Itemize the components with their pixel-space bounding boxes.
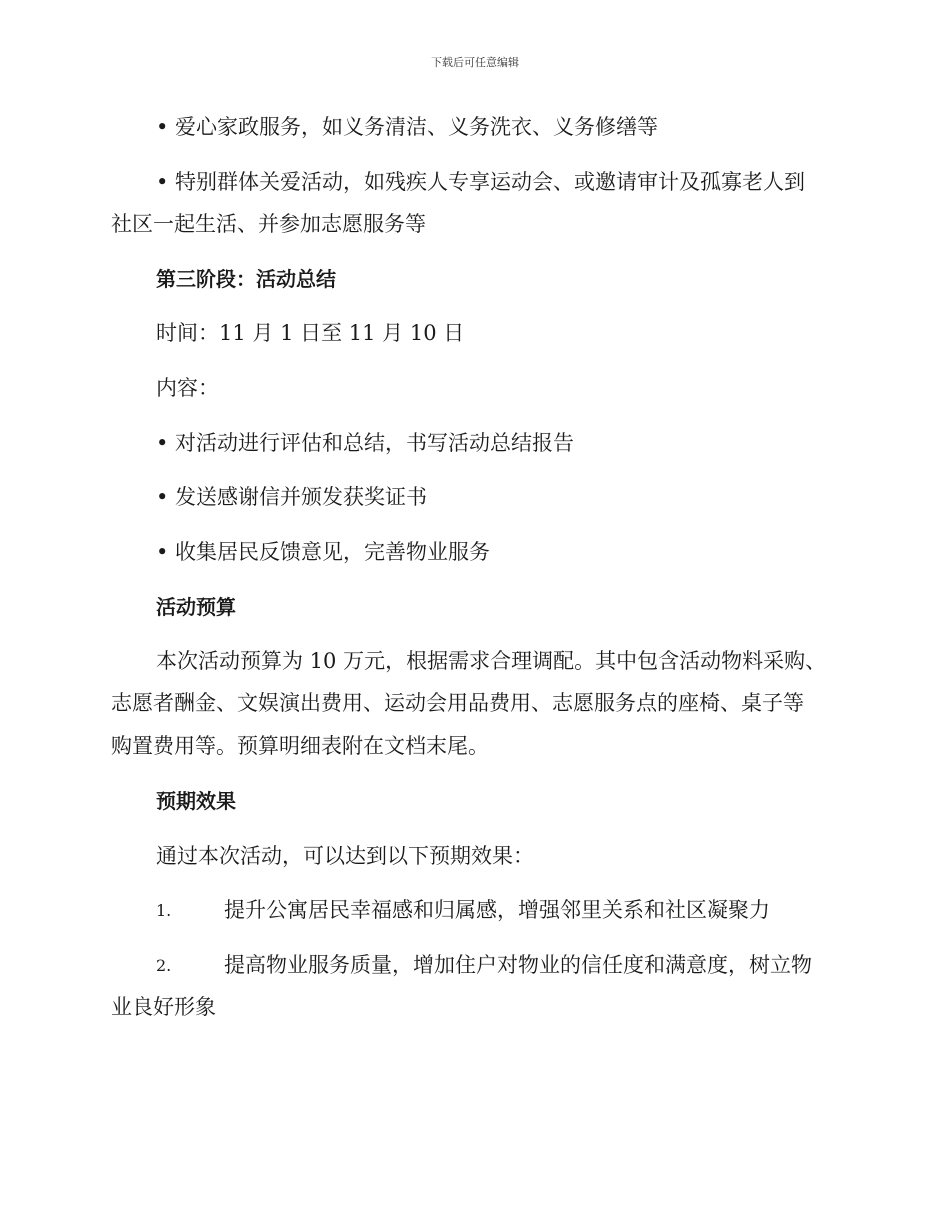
effect-intro: 通过本次活动，可以达到以下预期效果： — [156, 844, 534, 868]
effect-item-1-text: 提升公寓居民幸福感和归属感，增强邻里关系和社区凝聚力 — [224, 898, 770, 922]
effect-item-1-number: 1. — [156, 901, 172, 920]
stage3-content-label: 内容： — [156, 376, 219, 400]
budget-paragraph-line3: 购置费用等。预算明细表附在文档末尾。 — [111, 734, 489, 758]
stage3-bullet-evaluate: • 对活动进行评估和总结，书写活动总结报告 — [156, 431, 575, 455]
effect-heading: 预期效果 — [156, 789, 236, 813]
bullet-housekeeping-service: • 爱心家政服务，如义务清洁、义务洗衣、义务修缮等 — [156, 115, 659, 139]
stage3-bullet-feedback: • 收集居民反馈意见，完善物业服务 — [156, 540, 491, 564]
page-header: 下载后可任意编辑 — [431, 56, 519, 69]
effect-item-2-number: 2. — [156, 956, 172, 975]
bullet-special-group-care-line2: 社区一起生活、并参加志愿服务等 — [111, 212, 426, 236]
bullet-special-group-care-line1: • 特别群体关爱活动，如残疾人专享运动会、或邀请审计及孤寡老人到 — [156, 170, 806, 194]
stage3-bullet-thanks: • 发送感谢信并颁发获奖证书 — [156, 485, 428, 509]
budget-paragraph-line2: 志愿者酬金、文娱演出费用、运动会用品费用、志愿服务点的座椅、桌子等 — [111, 691, 804, 715]
effect-item-2-text-line2: 业良好形象 — [111, 995, 216, 1019]
stage3-heading: 第三阶段：活动总结 — [156, 267, 336, 291]
budget-heading: 活动预算 — [156, 595, 236, 619]
stage3-time: 时间：11 月 1 日至 11 月 10 日 — [156, 321, 465, 345]
budget-paragraph-line1: 本次活动预算为 10 万元，根据需求合理调配。其中包含活动物料采购、 — [156, 649, 827, 673]
effect-item-2-text-line1: 提高物业服务质量，增加住户对物业的信任度和满意度，树立物 — [224, 953, 812, 977]
